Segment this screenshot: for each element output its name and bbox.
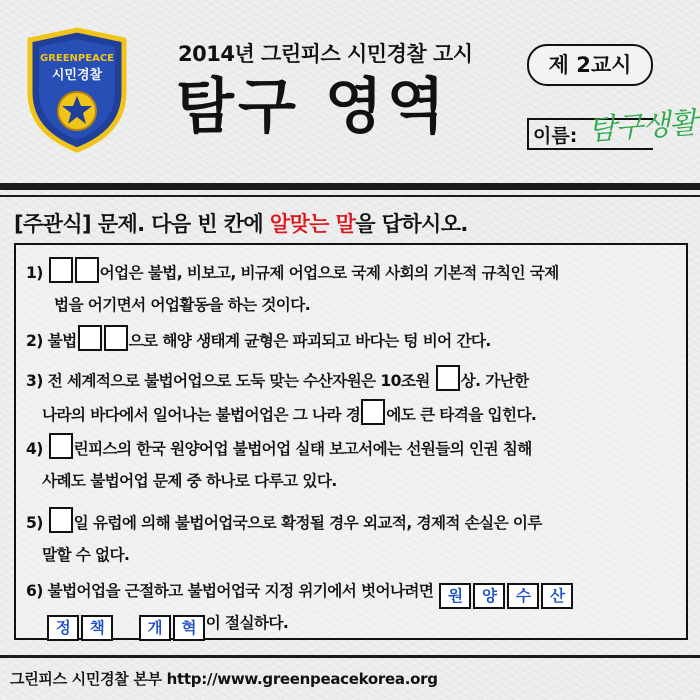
blank-box[interactable] [75,257,99,283]
answer-char: 혁 [173,615,205,641]
police-badge [22,26,132,154]
item-5-line-b: 말할 수 없다. [42,546,130,564]
item-6-line-a: 6) 불법어업을 근절하고 불법어업국 지정 위기에서 벗어나려면 원 양 수 산 [26,579,574,609]
blank-box[interactable] [49,257,73,283]
badge-org: GREENPEACE [39,53,115,64]
answer-char: 정 [47,615,79,641]
answer-char: 수 [507,583,539,609]
blank-box[interactable] [361,399,385,425]
name-value: 탐구생활 [587,105,698,147]
answer-char: 원 [439,583,471,609]
header-divider-thin [0,195,700,197]
exam-title: 탐구 영역 [176,72,449,142]
name-label: 이름: [533,125,578,147]
question-highlight: 알맞는 말 [269,212,356,236]
item-2-line: 2) 불법 으로 해양 생태계 균형은 파괴되고 바다는 텅 비어 간다. [26,325,491,351]
item-5-line-a: 5) 일 유럽에 의해 불법어업국으로 확정될 경우 외교적, 경제적 손실은 이루 [26,507,542,533]
item-1-line-a: 1) 어업은 불법, 비보고, 비규제 어업으로 국제 사회의 기본적 규칙인 국제 [26,257,559,283]
answer-char: 산 [541,583,573,609]
period-label: 제 2교시 [527,44,653,86]
blank-box[interactable] [104,325,128,351]
blank-box[interactable] [49,507,73,533]
exam-subtitle: 2014년 그린피스 시민경찰 고시 [178,42,473,66]
item-4-line-b: 사례도 불법어업 문제 중 하나로 다루고 있다. [42,472,337,490]
blank-box[interactable] [49,433,73,459]
header [0,0,700,182]
question-suffix: 을 답하시오. [355,212,468,236]
answer-char: 양 [473,583,505,609]
question-prefix: [주관식] 문제. 다음 빈 칸에 [14,212,270,236]
item-3-line-a: 3) 전 세계적으로 불법어업으로 도둑 맞는 수산자원은 10조원 상. 가난한 [26,365,529,391]
footer-text: 그린피스 시민경찰 본부 http://www.greenpeacekorea.org [10,670,438,688]
blank-box[interactable] [78,325,102,351]
item-4-line-a: 4) 린피스의 한국 원양어업 불법어업 실태 보고서에는 선원들의 인권 침해 [26,433,532,459]
badge-name: 시민경찰 [51,68,103,83]
item-3-line-b: 나라의 바다에서 일어나는 불법어업은 그 나라 경 에도 큰 타격을 입힌다. [42,399,536,425]
item-1-line-b: 법을 어기면서 어업활동을 하는 것이다. [54,296,311,314]
header-divider [0,183,700,190]
answer-panel [14,243,688,640]
answer-char: 책 [81,615,113,641]
answer-char: 개 [139,615,171,641]
footer-divider [0,655,700,658]
blank-box[interactable] [436,365,460,391]
item-6-line-b: 정 책 개 혁 이 절실하다. [46,611,288,641]
question-prompt [14,208,468,238]
